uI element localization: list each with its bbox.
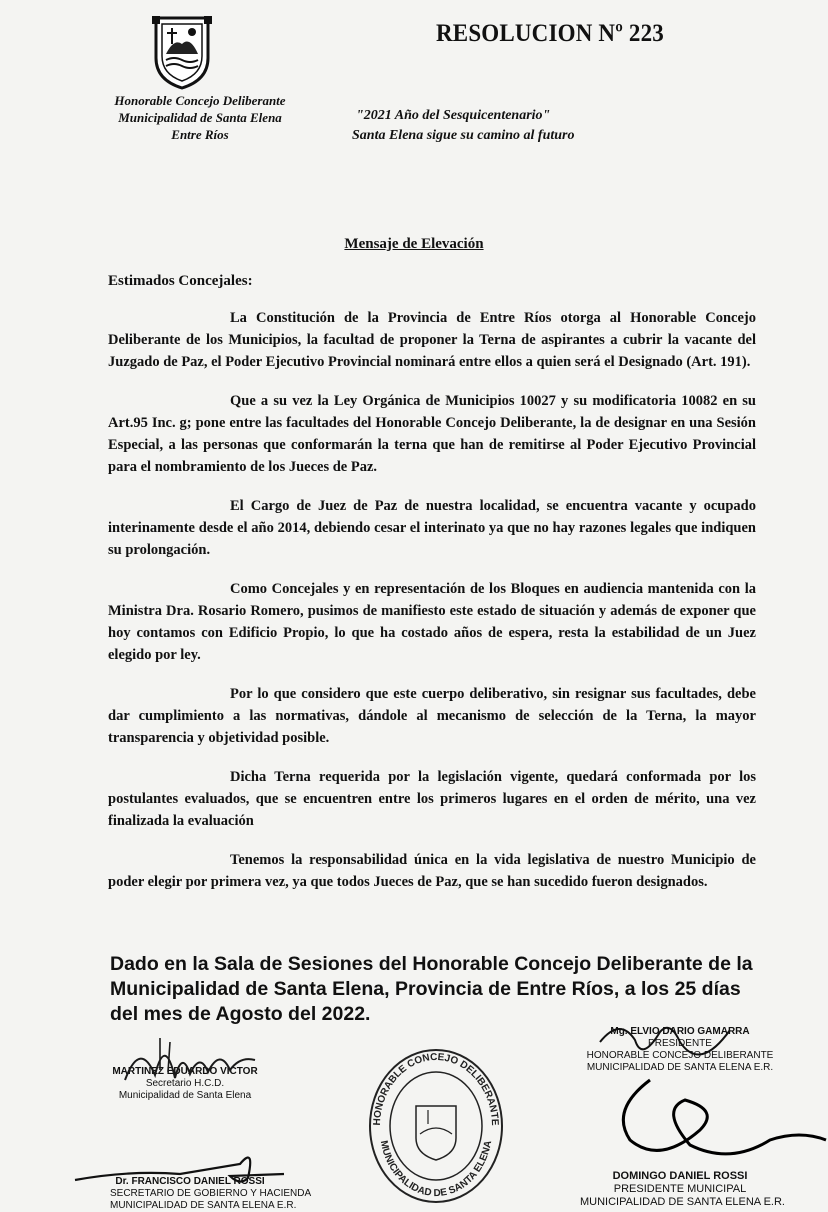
mayor-name: DOMINGO DANIEL ROSSI: [612, 1170, 748, 1182]
resolution-number: RESOLUCION Nº 223: [436, 20, 664, 47]
paragraph-2: Que a su vez la Ley Orgánica de Municipios 10027 y su modificatoria 10082 en su Art.95 Inc. g; pone entre las facultades del Honorable Concejo Deliberante, la de designar en una Sesión Especial, a las personas que conformarán la terna que han de remitirse al Poder Ejecutivo Provincial para el nombramiento de los Jueces de Paz.: [108, 393, 756, 475]
paragraph-6: Dicha Terna requerida por la legislación vigente, quedará conformada por los postulantes evaluados, que se encuentren entre los primeros lugares en el orden de mérito, una vez finalizada la evaluación: [108, 769, 756, 829]
secretary-name: MARTINEZ EDUARDO VICTOR: [112, 1066, 258, 1077]
paragraph-7: Tenemos la responsabilidad única en la vida legislativa de nuestro Municipio de poder elegir por primera vez, ya que todos Jueces de Paz, que se han sucedido fueron designados.: [108, 852, 756, 890]
secretary-hacienda-role: SECRETARIO DE GOBIERNO Y HACIENDA: [110, 1188, 312, 1199]
org-line-2: Municipalidad de Santa Elena: [118, 110, 282, 125]
motto-block: [352, 106, 575, 146]
president-hcd-org-1: HONORABLE CONCEJO DELIBERANTE: [586, 1050, 774, 1061]
seal-text-bottom: MUNICIPALIDAD DE SANTA ELENA: [377, 1139, 495, 1200]
official-seal-icon: [366, 1046, 506, 1206]
handwritten-signature-icon: [590, 1070, 828, 1170]
document-body: [108, 307, 756, 910]
president-hcd-name: Mg. ELVIO DARIO GAMARRA: [610, 1026, 750, 1037]
heading-text: Mensaje de Elevación: [344, 236, 484, 252]
org-line-1: Honorable Concejo Deliberante: [114, 93, 286, 108]
greeting: Estimados Concejales:: [108, 273, 253, 289]
municipal-coat-of-arms-icon: [150, 14, 214, 90]
seal-text-top: HONORABLE CONCEJO DELIBERANTE: [371, 1051, 501, 1126]
svg-text:MUNICIPALIDAD DE SANTA ELENA: [378, 1140, 494, 1199]
secretary-role: Secretario H.C.D.: [145, 1078, 225, 1089]
secretary-hacienda-name: Dr. FRANCISCO DANIEL ROSSI: [115, 1176, 265, 1187]
signature-block-secretary: [100, 1066, 270, 1102]
motto-line-2: Santa Elena sigue su camino al futuro: [352, 128, 575, 143]
paragraph-3: El Cargo de Juez de Paz de nuestra localidad, se encuentra vacante y ocupado interinamente desde el año 2014, debiendo cesar el interinato ya que no hay razones legales que indiquen su prolongación.: [108, 498, 756, 558]
secretary-org: Municipalidad de Santa Elena: [118, 1090, 252, 1101]
organization-block: [105, 92, 295, 143]
paragraph-1: La Constitución de la Provincia de Entre Ríos otorga al Honorable Concejo Deliberante de los Municipios, la facultad de proponer la Terna de aspirantes a cubrir la vacante del Juzgado de Paz, el Poder Ejecutivo Provincial nominará entre ellos a quien será el Designado (Art. 191).: [108, 310, 756, 370]
secretary-hacienda-org: MUNICIPALIDAD DE SANTA ELENA E.R.: [110, 1200, 297, 1211]
mayor-role: PRESIDENTE MUNICIPAL: [613, 1183, 747, 1195]
closing-statement: Dado en la Sala de Sesiones del Honorable Concejo Deliberante de la Municipalidad de Santa Elena, Provincia de Entre Ríos, a los 25 días del mes de Agosto del 2022.: [110, 953, 753, 1025]
org-line-3: Entre Ríos: [171, 127, 229, 142]
signature-block-president-hcd: [580, 1026, 780, 1074]
signature-block-mayor: [580, 1170, 785, 1209]
president-hcd-role: PRESIDENTE: [648, 1038, 712, 1049]
paragraph-4: Como Concejales y en representación de los Bloques en audiencia mantenida con la Ministra Dra. Rosario Romero, pusimos de manifiesto este estado de situación y además de exponer que hoy contamos con Edificio Propio, lo que ha costado años de espera, resta la estabilidad de un Juez elegido por ley.: [108, 581, 756, 663]
motto-line-1: "2021 Año del Sesquicentenario": [356, 108, 551, 123]
paragraph-5: Por lo que considero que este cuerpo deliberativo, sin resignar sus facultades, debe dar cumplimiento a las normativas, dándole al mecanismo de selección de la Terna, la mayor transparencia y objetividad posible.: [108, 686, 756, 746]
document-heading: [0, 236, 828, 253]
mayor-org: MUNICIPALIDAD DE SANTA ELENA E.R.: [580, 1196, 785, 1208]
signature-block-secretary-hacienda: [110, 1176, 312, 1212]
president-hcd-org-2: MUNICIPALIDAD DE SANTA ELENA E.R.: [586, 1062, 774, 1073]
